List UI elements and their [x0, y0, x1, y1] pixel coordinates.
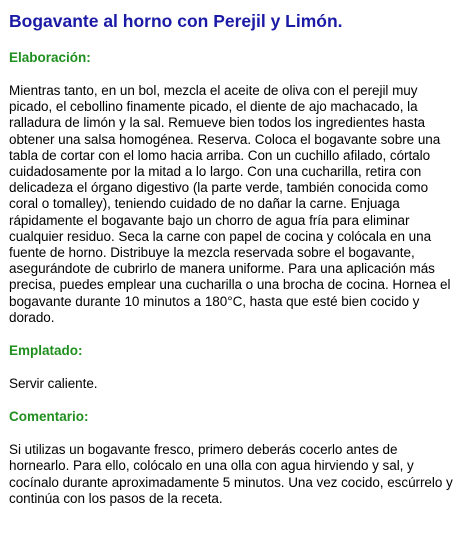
section-heading-elaboracion: Elaboración: [9, 50, 91, 65]
spacer [9, 66, 457, 83]
section-comentario [9, 408, 457, 507]
spacer [9, 392, 457, 408]
section-emplatado [9, 342, 457, 392]
section-text-elaboracion: Mientras tanto, en un bol, mezcla el aceite de oliva con el perejil muy picado, el cebollino finamente picado, el diente de ajo machacado, la ralladura de limón y la sal. Remueve bien todos los ingredientes hasta obtener una salsa homogénea. Reserva. Coloca el bogavante sobre una tabla de cortar con el lomo hacia arriba. Con un cuchillo afilado, córtalo cuidadosamente por la mitad a lo largo. Con una cucharilla, retira con delicadeza el órgano digestivo (la parte verde, también conocida como coral o tomalley), teniendo cuidado de no dañar la carne. Enjuaga rápidamente el bogavante bajo un chorro de agua fría para eliminar cualquier residuo. Seca la carne con papel de cocina y colócala en una fuente de horno. Distribuye la mezcla reservada sobre el bogavante, asegurándote de cubrirlo de manera uniforme. Para una aplicación más precisa, puedes emplear una cucharilla o una brocha de cocina. Hornea el bogavante durante 10 minutos a 180°C, hasta que esté bien cocido y dorado. [9, 83, 451, 325]
recipe-title: Bogavante al horno con Perejil y Limón. [9, 11, 343, 31]
section-text-emplatado: Servir caliente. [9, 376, 98, 392]
section-elaboracion [9, 49, 457, 326]
section-heading-emplatado: Emplatado: [9, 343, 83, 359]
spacer [9, 326, 457, 342]
spacer [9, 425, 457, 442]
section-heading-comentario: Comentario: [9, 409, 89, 425]
spacer [9, 32, 457, 49]
spacer [9, 359, 457, 376]
section-text-comentario: Si utilizas un bogavante fresco, primero deberás cocerlo antes de hornearlo. Para ello, colócalo en una olla con agua hirviendo y sal, y cocínalo durante aproximadamente 5 minutos. Una vez cocido, escúrrelo y continúa con los pasos de la receta. [9, 442, 453, 506]
